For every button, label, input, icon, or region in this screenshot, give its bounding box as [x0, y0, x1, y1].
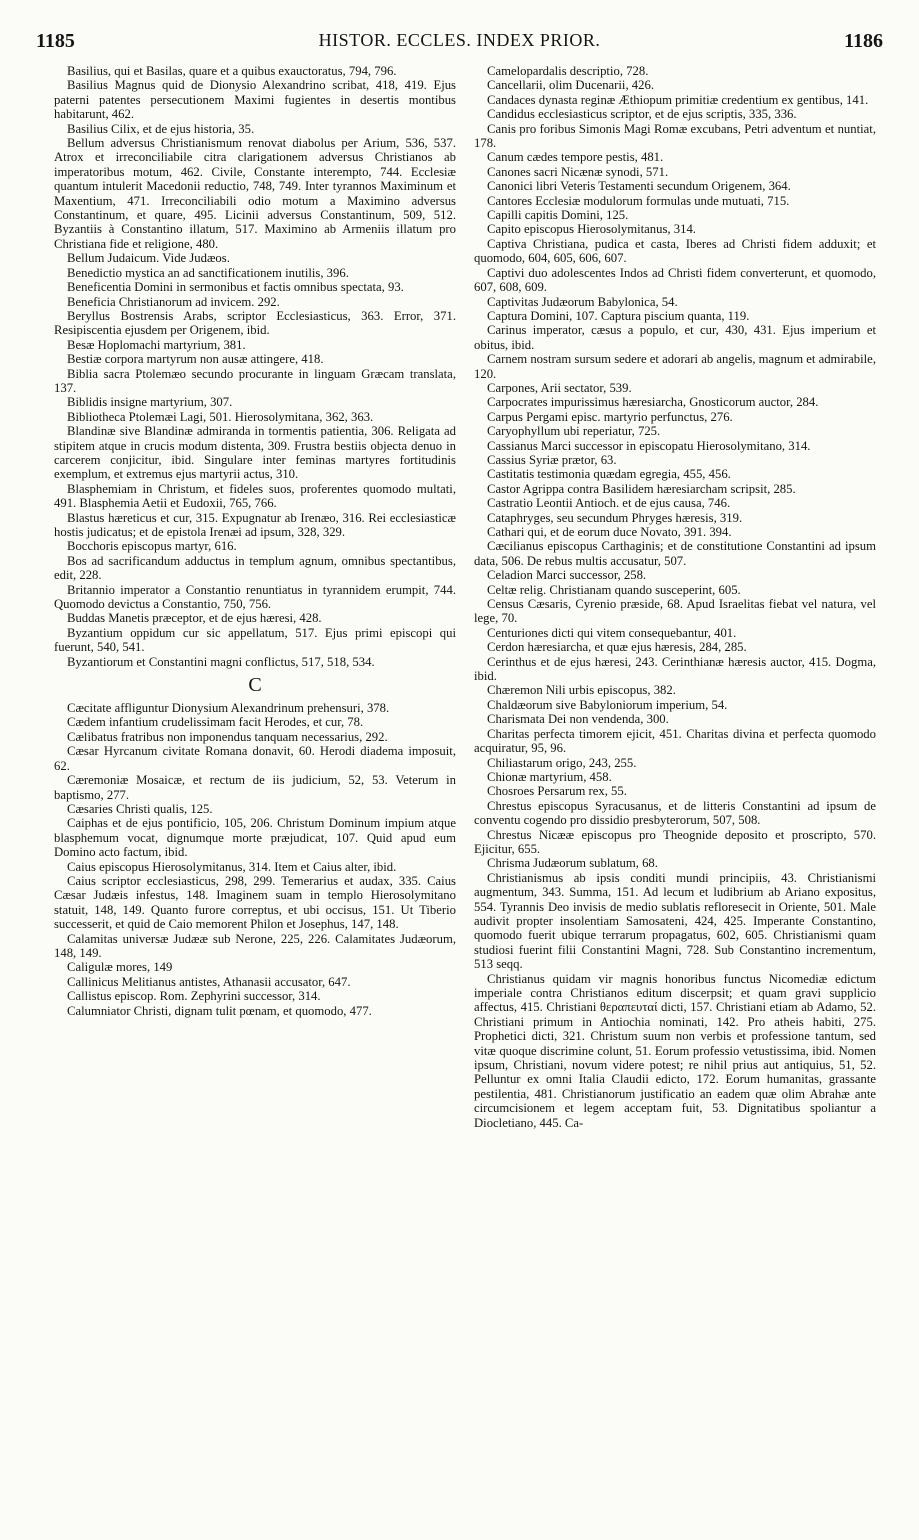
index-entry: Calamitas universæ Judææ sub Nerone, 225, 226. Calamitates Judæorum, 148, 149. — [54, 931, 456, 960]
index-entry: Chionæ martyrium, 458. — [487, 769, 612, 784]
index-entry: Cædem infantium crudelissimam facit Herodes, et cur, 78. — [67, 715, 364, 730]
index-entry: Carinus imperator, cæsus a populo, et cur, 430, 431. Ejus imperium et obitus, ibid. — [474, 323, 876, 352]
index-entry: Bellum adversus Christianismum renovat diabolus per Arium, 536, 537. Atrox et irreconciliabile citra clarigationem adversus Christianos ab imperatoribus motum, 462. Civile, Constante interempto, 744. Ecclesiæ quantum intulerit Macedonii reductio, 748, 749. Inter tyrannos Maximinum et Maxentium, 471. Irreconciliabili odio motum a Maximino adversus Constantinum, et quare, 495. Licinii adversus Constantinum, 509, 512. Byzantiis à Constantino illatum, 517. Maximino ab Armeniis illatum pro Christiana fide et religione, 480. — [54, 136, 456, 251]
running-header — [36, 30, 883, 56]
index-entry: Captura Domini, 107. Captura piscium quanta, 119. — [487, 308, 750, 323]
index-entry: Basilius Magnus quid de Dionysio Alexandrino scribat, 418, 419. Ejus paterni patentes persecutionem Maximi fugientes in desertis montibus habitarunt, 462. — [54, 78, 456, 122]
index-entry: Charitas perfecta timorem ejicit, 451. Charitas divina et perfecta quomodo acquiratur, 95, 96. — [474, 726, 876, 756]
index-entry: Christianismus ab ipsis conditi mundi principiis, 43. Christianismi augmentum, 343. Summa, 151. Ad lecum et ludibrium ab Ariano expositus, 554. Tyrannis Deo invisis de medio sublatis refloresecit in Oriente, 501. Male audivit propter insolentiam Samosateni, 424, 425. Imperante Constantino, quomodo fuerit ubique terrarum propagatus, 602, 605. Christianismi quam studiosi fuerint filii Constantini Magni, 728. Sub Constantino incrementum, 513 seqq. — [474, 870, 876, 972]
index-entry: Captiva Christiana, pudica et casta, Iberes ad Christi fidem adduxit; et quomodo, 604, 605, 606, 607. — [474, 236, 876, 266]
index-entry: Capito episcopus Hierosolymitanus, 314. — [487, 222, 696, 237]
index-entry: Blasphemiam in Christum, et fideles suos, proferentes quomodo multati, 491. Blasphemia Aetii et Eudoxii, 765, 766. — [54, 481, 456, 511]
index-entry: Bellum Judaicum. Vide Judæos. — [67, 251, 230, 266]
index-entry: Cassianus Marci successor in episcopatu Hierosolymitano, 314. — [487, 438, 811, 453]
index-entry: Cathari qui, et de eorum duce Novato, 391. 394. — [487, 525, 732, 539]
index-entry: Cæcilianus episcopus Carthaginis; et de constitutione Constantini ad ipsum data, 506. De rebus multis accusatur, 507. — [474, 539, 876, 568]
index-entry: Captivi duo adolescentes Indos ad Christi fidem converterunt, et quomodo, 607, 608, 609. — [474, 265, 876, 295]
index-entry: Canis pro foribus Simonis Magi Romæ excubans, Petri adventum et nuntiat, 178. — [474, 121, 876, 151]
index-entry: Beryllus Bostrensis Arabs, scriptor Ecclesiasticus, 363. Error, 371. Resipiscentia ejusdem per Origenem, ibid. — [54, 308, 456, 338]
index-entry: Castor Agrippa contra Basilidem hæresiarcham scripsit, 285. — [487, 481, 796, 496]
index-entry: Chrestus Nicææ episcopus pro Theognide deposito et proscripto, 570. Ejicitur, 655. — [474, 827, 876, 856]
index-entry: Carpocrates impurissimus hæresiarcha, Gnosticorum auctor, 284. — [487, 395, 819, 410]
index-entry: Bocchoris episcopus martyr, 616. — [67, 539, 237, 554]
index-entry: Cerdon hæresiarcha, et quæ ejus hæresis, 284, 285. — [487, 640, 747, 655]
index-entry: Cassius Syriæ prætor, 63. — [487, 452, 617, 467]
left-column — [54, 64, 456, 1018]
index-entry: Bestiæ corpora martyrum non ausæ attingere, 418. — [67, 352, 324, 367]
index-entry: Canonici libri Veteris Testamenti secundum Origenem, 364. — [487, 179, 791, 194]
index-entry: Callistus episcop. Rom. Zephyrini successor, 314. — [67, 989, 321, 1004]
index-entry: Cæsaries Christi qualis, 125. — [67, 801, 213, 816]
index-entry: Celadion Marci successor, 258. — [487, 568, 647, 583]
index-entry: Bibliotheca Ptolemæi Lagi, 501. Hierosolymitana, 362, 363. — [67, 409, 374, 424]
index-entry: Candaces dynasta reginæ Æthiopum primitiæ credentium ex gentibus, 141. — [487, 92, 869, 107]
index-entry: Cancellarii, olim Ducenarii, 426. — [487, 78, 655, 93]
index-entry: Cataphryges, seu secundum Phryges hæresis, 319. — [487, 510, 743, 525]
index-entry: Camelopardalis descriptio, 728. — [487, 64, 649, 78]
index-entry: Celtæ relig. Christianam quando susceperint, 605. — [487, 582, 741, 597]
index-entry: Cerinthus et de ejus hæresi, 243. Cerinthianæ hæresis auctor, 415. Dogma, ibid. — [474, 654, 876, 684]
index-entry: Centuriones dicti qui vitem consequebantur, 401. — [487, 625, 737, 640]
index-entry: Blandinæ sive Blandinæ admiranda in tormentis patientia, 306. Religata ad stipitem atque in crucis modum distenta, 309. Frustra bestiis objecta denuo in carcerem conjicitur, ibid. Singulare inter feminas martyres fortitudinis exemplum, et extremus ejus martyrii actus, 310. — [54, 424, 456, 482]
index-entry: Benedictio mystica an ad sanctificationem inutilis, 396. — [67, 265, 349, 280]
index-entry: Byzantiorum et Constantini magni conflictus, 517, 518, 534. — [67, 654, 375, 669]
index-entry: Caiphas et de ejus pontificio, 105, 206. Christum Dominum impium atque blasphemum vocat, dignumque morte præjudicat, 107. Quid apud eum Domino acto factum, ibid. — [54, 816, 456, 860]
index-entry: Chosroes Persarum rex, 55. — [487, 784, 627, 799]
index-entry: Callinicus Melitianus antistes, Athanasii accusator, 647. — [67, 974, 351, 989]
index-entry: Blastus hæreticus et cur, 315. Expugnatur ab Irenæo, 316. Rei ecclesiasticæ hostis judicatus; et de epistola Irenæi ad ipsum, 328, 329. — [54, 510, 456, 539]
index-entry: Cantores Ecclesiæ modulorum formulas unde mutuati, 715. — [487, 193, 790, 208]
index-entry: Besæ Hoplomachi martyrium, 381. — [67, 337, 246, 352]
index-entry: Cæsar Hyrcanum civitate Romana donavit, 60. Herodi diadema imposuit, 62. — [54, 744, 456, 773]
right-column — [474, 64, 876, 1130]
index-entry: Cæcitate affliguntur Dionysium Alexandrinum prehensuri, 378. — [67, 701, 390, 716]
index-entry: Buddas Manetis præceptor, et de ejus hæresi, 428. — [67, 611, 322, 626]
index-entry: Canum cædes tempore pestis, 481. — [487, 150, 664, 165]
index-entry: Biblia sacra Ptolemæo secundo procurante in linguam Græcam translata, 137. — [54, 366, 456, 395]
index-entry: Carpones, Arii sectator, 539. — [487, 380, 632, 395]
index-entry: Bos ad sacrificandum adductus in templum agnum, omnibus spectantibus, edit, 228. — [54, 553, 456, 583]
index-entry: Christianus quidam vir magnis honoribus functus Nicomediæ edictum imperiale contra Christianos editum discerpsit; et quam gravi supplicio affectus, 415. Christiani θεραπευταί dicti, 157. Christiani etiam ab Adamo, 52. Christiani primum in Antiochia nominati, 142. Pro atheis habiti, 275. Prophetici dicti, 321. Christum suum non verbis et professione tantum, sed vitæ quoque discrimine colunt, 51. Eorum professio vetustissima, ibid. Nomen ipsum, Christiani, novum videre potest; re nihil prius aut antiquius, 51, 52. Pelluntur ex omni Italia Claudii edicto, 172. Eorum humanitas, grassante pestilentia, 481. Christianorum justificatio an eadem quæ olim Abrahæ ante circumcisionem et legem acceptam fuit, 53. Dignitatibus spoliantur a Diocletiano, 445. Ca- — [474, 971, 876, 1130]
index-entry: Byzantium oppidum cur sic appellatum, 517. Ejus primi episcopi qui fuerunt, 540, 541. — [54, 625, 456, 655]
index-entry: Caryophyllum ubi reperiatur, 725. — [487, 424, 661, 439]
running-title: HISTOR. ECCLES. INDEX PRIOR. — [318, 30, 601, 50]
index-entry: Castitatis testimonia quædam egregia, 455, 456. — [487, 467, 731, 482]
index-entry: Chiliastarum origo, 243, 255. — [487, 755, 637, 770]
index-entry: Castratio Leontii Antioch. et de ejus causa, 746. — [487, 496, 731, 511]
index-entry: Chrestus episcopus Syracusanus, et de litteris Constantini ad ipsum de conventu cogendo pro dissidio presbyterorum, 507, 508. — [474, 798, 876, 828]
index-entry: Cæremoniæ Mosaicæ, et rectum de iis judicium, 52, 53. Veterum in baptismo, 277. — [54, 773, 456, 802]
index-entry: Caligulæ mores, 149 — [67, 960, 173, 975]
index-entry: Canones sacri Nicænæ synodi, 571. — [487, 164, 669, 179]
index-entry: Census Cæsaris, Cyrenio præside, 68. Apud Israelitas fiebat vel natura, vel lege, 70. — [474, 597, 876, 626]
section-letter: C — [248, 674, 262, 697]
index-entry: Cælibatus fratribus non imponendus tanquam necessarius, 292. — [67, 729, 388, 744]
index-entry: Chæremon Nili urbis episcopus, 382. — [487, 683, 676, 698]
index-entry: Chaldæorum sive Babyloniorum imperium, 54. — [487, 697, 728, 712]
index-entry: Calumniator Christi, dignam tulit pœnam, et quomodo, 477. — [67, 1003, 372, 1018]
index-entry: Beneficia Christianorum ad invicem. 292. — [67, 294, 280, 309]
index-entry: Captivitas Judæorum Babylonica, 54. — [487, 294, 678, 309]
index-entry: Britannio imperator a Constantio renuntiatus in tyrannidem erumpit, 744. Quomodo devictus a Constantio, 750, 756. — [54, 582, 456, 612]
page-number-left: 1185 — [36, 30, 75, 52]
index-entry: Carnem nostram sursum sedere et adorari ab angelis, magnum et admirabile, 120. — [474, 352, 876, 381]
index-entry: Charismata Dei non vendenda, 300. — [487, 712, 669, 727]
index-entry: Chrisma Judæorum sublatum, 68. — [487, 856, 658, 871]
index-entry: Basilius Cilix, et de ejus historia, 35. — [67, 121, 255, 136]
index-entry: Caius episcopus Hierosolymitanus, 314. Item et Caius alter, ibid. — [67, 859, 397, 874]
index-entry: Carpus Pergami episc. martyrio perfunctus, 276. — [487, 409, 733, 424]
index-entry: Capilli capitis Domini, 125. — [487, 208, 629, 223]
index-entry: Caius scriptor ecclesiasticus, 298, 299. Temerarius et audax, 335. Caius Cæsar Judæis infestus, 148. Imaginem suam in templo Hierosolymitano statuit, 148, 149. Quanto furore correptus, et ubi occisus, 151. Ut Tiberio successerit, et quid de Caio memorent Philon et Josephus, 147, 148. — [54, 873, 456, 932]
index-entry: Beneficentia Domini in sermonibus et factis omnibus spectata, 93. — [67, 280, 404, 295]
page-number-right: 1186 — [844, 30, 883, 52]
index-entry: Basilius, qui et Basilas, quare et a quibus exauctoratus, 794, 796. — [67, 64, 397, 78]
index-entry: Biblidis insigne martyrium, 307. — [67, 395, 233, 410]
index-entry: Candidus ecclesiasticus scriptor, et de ejus scriptis, 335, 336. — [487, 107, 797, 122]
